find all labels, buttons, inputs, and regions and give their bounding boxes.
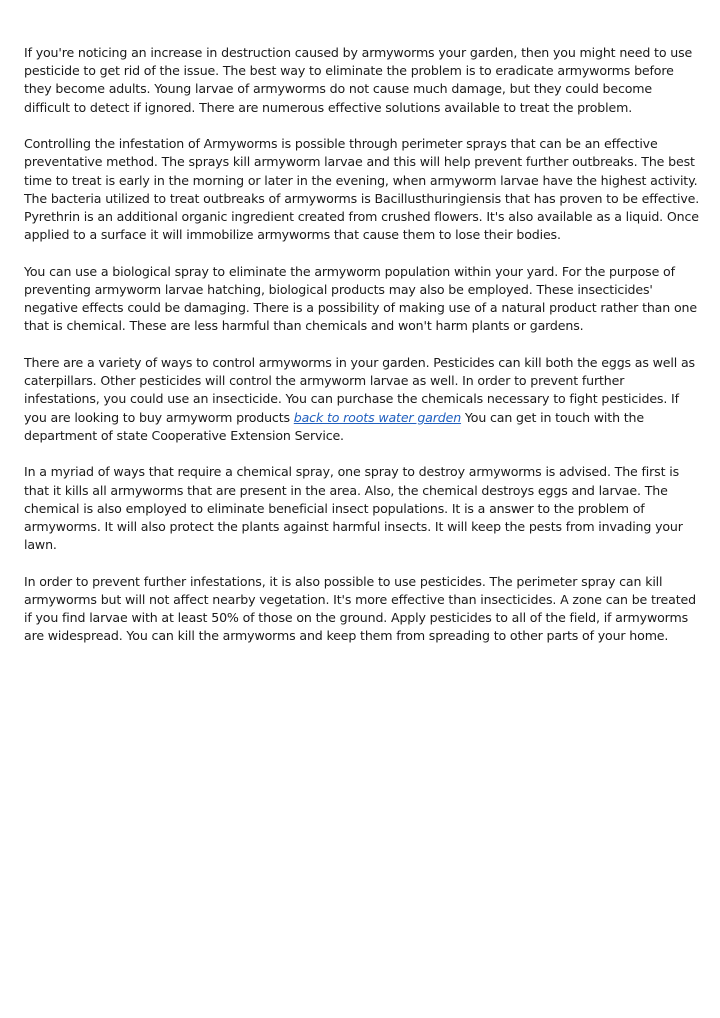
paragraph-5: In a myriad of ways that require a chemical spray, one spray to destroy armyworms is advised. The first is that it kills all armyworms that are present in the area. Also, the chemical destroys eggs and larvae. The chemical is also employed to eliminate beneficial insect populations. It is a answer to the problem of armyworms. It will also protect the plants against harmful insects. It will keep the pests from invading your lawn. [24, 464, 683, 553]
paragraph-2: Controlling the infestation of Armyworms is possible through perimeter sprays that can be an effective preventative method. The sprays kill armyworm larvae and this will help prevent further outbreaks. The best time to treat is early in the morning or later in the evening, when armyworm larvae have the highest activity. The bacteria utilized to treat outbreaks of armyworms is Bacillusthuringiensis that has proven to be effective. Pyrethrin is an additional organic ingredient created from crushed flowers. It's also available as a liquid. Once applied to a surface it will immobilize armyworms that cause them to lose their bodies. [24, 136, 700, 243]
paragraph-4 [24, 354, 700, 445]
paragraph-4-text-after: You can get in touch with the department of state Cooperative Extension Service. [24, 409, 644, 443]
paragraph-6: In order to prevent further infestations, it is also possible to use pesticides. The perimeter spray can kill armyworms but will not affect nearby vegetation. It's more effective than insecticides. A zone can be treated if you find larvae with at least 50% of those on the ground. Apply pesticides to all of the field, if armyworms are widespread. You can kill the armyworms and keep them from spreading to other parts of your home. [24, 573, 696, 644]
back-to-roots-link[interactable]: back to roots water garden [293, 409, 462, 425]
paragraph-3: You can use a biological spray to eliminate the armyworm population within your yard. For the purpose of preventing armyworm larvae hatching, biological products may also be employed. These insecticides' negative effects could be damaging. There is a possibility of making use of a natural product rather than one that is chemical. These are less harmful than chemicals and won't harm plants or gardens. [24, 263, 697, 334]
paragraph-4-text-before: There are a variety of ways to control armyworms in your garden. Pesticides can kill both the eggs as well as caterpillars. Other pesticides will control the armyworm larvae as well. In order to prevent further infestations, you could use an insecticide. You can purchase the chemicals necessary to fight pesticides. If you are looking to buy armyworm products [24, 355, 695, 425]
paragraph-1: If you're noticing an increase in destruction caused by armyworms your garden, then you might need to use pesticide to get rid of the issue. The best way to eliminate the problem is to eradicate armyworms before they become adults. Young larvae of armyworms do not cause much damage, but they could become difficult to detect if ignored. There are numerous effective solutions available to treat the problem. [24, 45, 693, 115]
document-body [24, 44, 700, 664]
